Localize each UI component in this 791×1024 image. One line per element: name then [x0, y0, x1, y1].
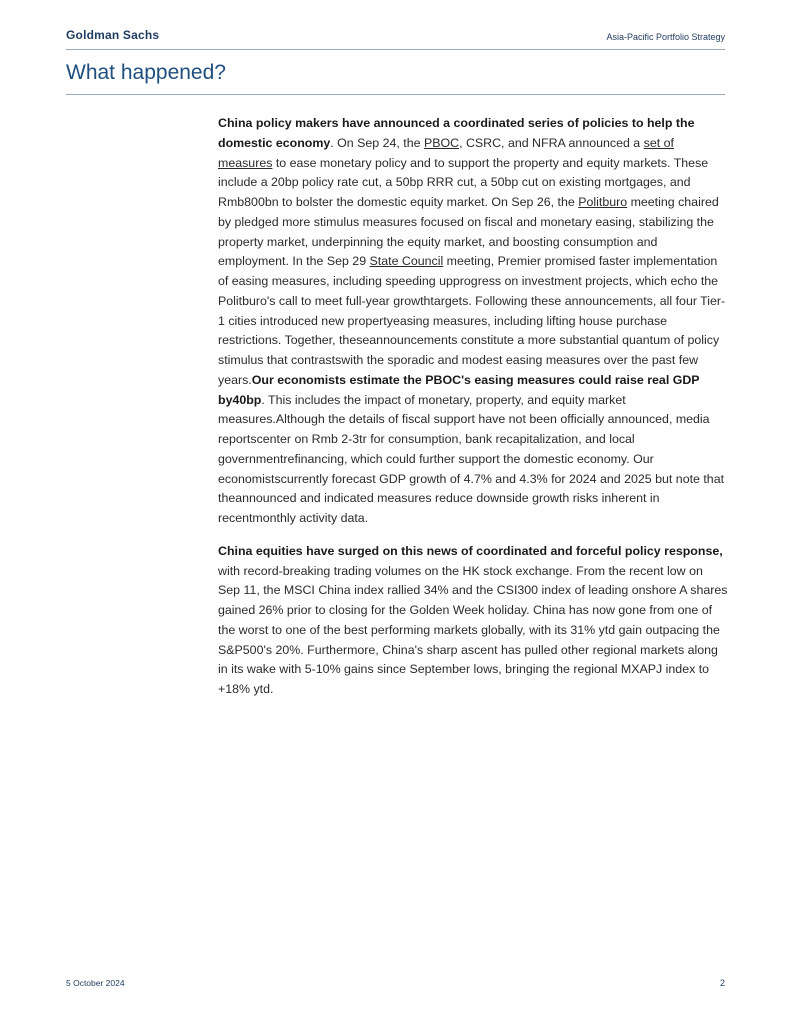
pboc-link[interactable]: PBOC — [423, 135, 460, 150]
text-segment: , CSRC, and NFRA announced a — [459, 135, 644, 150]
body-text — [218, 114, 728, 713]
heading-divider — [66, 94, 725, 95]
state-council-link[interactable]: State Council — [369, 254, 444, 269]
paragraph-equities — [218, 542, 728, 700]
brand-name: Goldman Sachs — [66, 28, 160, 42]
text-segment: to ease monetary policy and to support the property and equity markets. These include a 20bp policy rate cut, a 50bp RRR cut, a 50bp cut on existing mortgages, and Rmb800bn to bolster the domestic equity market. On Sep 26, the — [218, 155, 709, 209]
bold-lead-equities: China equities have surged on this news of coordinated and forceful policy response, — [218, 543, 723, 558]
paragraph-policy — [218, 114, 728, 529]
set-of-measures-link[interactable]: set of measures — [218, 135, 674, 170]
footer-date: 5 October 2024 — [66, 978, 125, 988]
politburo-link[interactable]: Politburo — [578, 195, 628, 209]
text-segment: . On Sep 24, the — [330, 135, 424, 150]
header-divider — [66, 49, 725, 50]
bold-lead-policy: China policy makers have announced a coordinated series of policies to help the domestic economy — [218, 116, 695, 150]
text-segment: with record-breaking trading volumes on the HK stock exchange. From the recent low on Sep 11, the MSCI China index rallied 34% and the CSI300 index of leading onshore A shares gained 26% prior to closing for the Golden Week holiday. China has now gone from one of the worst to one of the best performing markets globally, with its 31% ytd gain outpacing the S&P500's 20%. Furthermore, China's sharp ascent has pulled other regional markets along in its wake with 5-10% gains since September lows, bringing the regional MXAPJ index to +18% ytd. — [218, 563, 728, 696]
text-segment: . This includes the impact of monetary, property, and equity market measures.Although the details of fiscal support have not been officially announced, media reportscenter on Rmb 2-3tr for consumption, bank recapitalization, and local governmentrefinancing, which could further support the domestic economy. Our economistscurrently forecast GDP growth of 4.7% and 4.3% for 2024 and 2025 but note that theannounced and indicated measures reduce downside growth risks inherent in recentmonthly activity data. — [218, 392, 725, 525]
bold-economists-estimate: Our economists estimate the PBOC's easing measures could raise real GDP by40bp — [218, 372, 700, 407]
text-segment: meeting, Premier promised faster implementation of easing measures, including speeding upprogress on investment projects, which echo the Politburo's call to meet full-year growthtargets. Following these announcements, all four Tier-1 cities introduced new propertyeasing measures, including lifting house purchase restrictions. Together, theseannouncements constitute a more substantial quantum of policy stimulus that contrastswith the sporadic and modest easing measures over the past few years. — [218, 254, 726, 387]
text-segment: meeting chaired by pledged more stimulus measures focused on fiscal and monetary easing, stabilizing the property market, underpinning the equity market, and boosting consumption and employment. In the Sep 29 — [218, 195, 719, 269]
document-title: Asia-Pacific Portfolio Strategy — [606, 32, 725, 42]
page-number: 2 — [719, 978, 725, 988]
section-heading: What happened? — [66, 61, 226, 84]
